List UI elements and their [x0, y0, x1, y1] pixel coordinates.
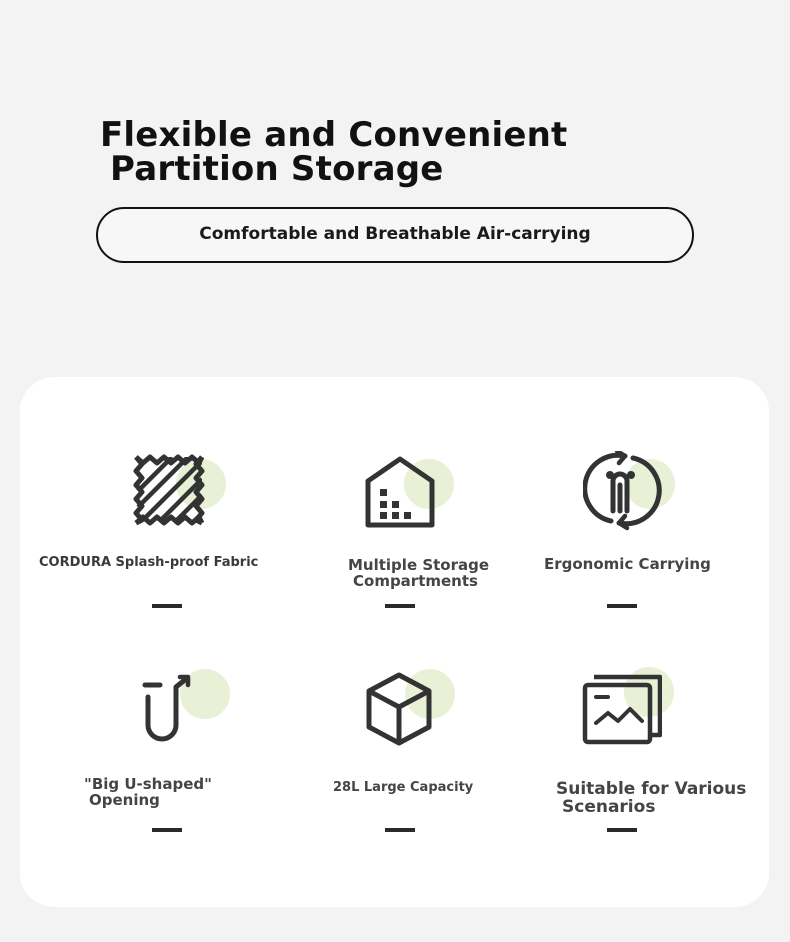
u-shaped-opening-icon — [138, 669, 248, 753]
divider-dash — [607, 604, 637, 608]
divider-dash — [152, 828, 182, 832]
feature-label: CORDURA Splash-proof Fabric — [39, 555, 259, 570]
feature-label: Suitable for Various — [556, 779, 747, 799]
page-title-line-1: Flexible and Convenient — [100, 115, 568, 155]
feature-label: Multiple Storage — [348, 556, 490, 574]
divider-dash — [385, 604, 415, 608]
feature-label: Opening — [89, 791, 160, 809]
divider-dash — [152, 604, 182, 608]
subtitle-text: Comfortable and Breathable Air-carrying — [199, 224, 591, 244]
fabric-icon — [128, 451, 238, 535]
feature-label: Compartments — [353, 572, 478, 590]
divider-dash — [607, 828, 637, 832]
page-title-line-2: Partition Storage — [110, 149, 444, 189]
divider-dash — [385, 828, 415, 832]
cube-icon — [365, 671, 475, 755]
feature-label: Scenarios — [562, 797, 656, 817]
feature-label: "Big U-shaped" — [84, 775, 212, 793]
ergonomic-carry-icon — [583, 451, 693, 535]
subtitle-pill — [96, 207, 694, 263]
feature-label: Ergonomic Carrying — [544, 555, 711, 573]
scenarios-icon — [582, 673, 692, 757]
feature-label: 28L Large Capacity — [333, 780, 474, 795]
house-storage-icon — [362, 455, 472, 539]
features-card — [20, 377, 769, 907]
